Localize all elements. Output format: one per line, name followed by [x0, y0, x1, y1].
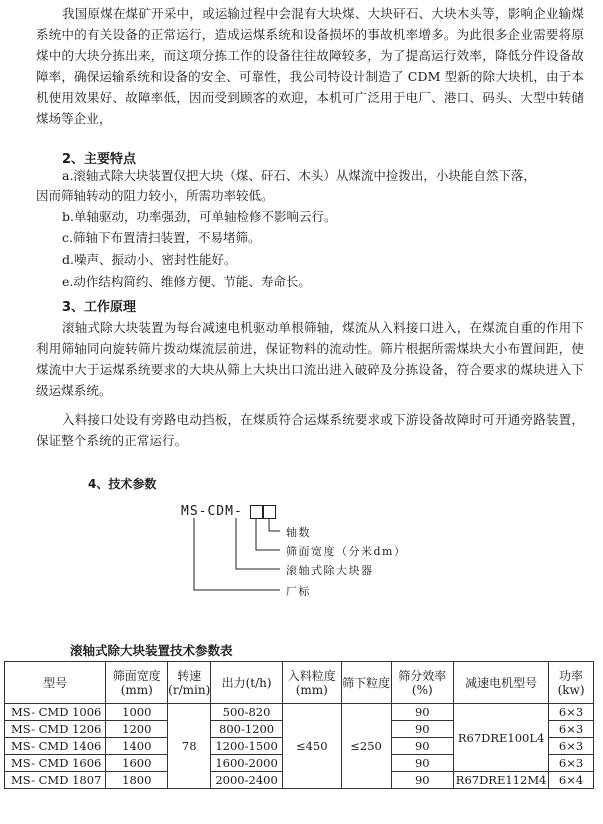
cell-model: MS- CMD 1206: [5, 721, 106, 738]
principle-paragraph-2: 入料接口处设有旁路电动挡板，在煤质符合运煤系统要求或下游设备故障时可开通旁路装置，保证整个系统的正常运行。: [36, 412, 584, 448]
cell-power: 6×3: [549, 704, 594, 721]
legend-axis-count: 轴数: [286, 526, 311, 539]
cell-motor: R67DRE100L4: [454, 704, 549, 772]
col-header-under-size: 筛下粒度: [341, 662, 391, 704]
legend-screen-width: 筛面宽度（分米dm）: [286, 545, 407, 558]
principle-paragraph-1: 滚轴式除大块装置为每台减速电机驱动单根筛轴，煤流从入料接口进入，在煤流自重的作用下利用筛轴同向旋转筛片拨动煤流层前进，保证物料的流动性。筛片根据所需煤块大小布置间距，使煤流中大于运煤系统要求的大块从筛上大块出口流出进入破碎及分拣设备，符合要求的煤块进入下级运煤系统。: [36, 320, 584, 398]
model-code: MS-CDM-: [181, 504, 243, 519]
cell-output: 500-820: [211, 704, 283, 721]
col-header-speed: 转速(r/min): [168, 662, 211, 704]
table-row: [5, 704, 594, 721]
cell-efficiency: 90: [391, 772, 454, 789]
heading-features: 2、主要特点: [62, 152, 137, 167]
feature-b: b.单轴驱动，功率强劲，可单轴检修不影响云行。: [62, 209, 337, 224]
heading-tech-params: 4、技术参数: [88, 477, 157, 491]
feature-a-cont: 因而筛轴转动的阻力较小，所需功率较低。: [36, 188, 274, 203]
cell-output: 2000-2400: [211, 772, 283, 789]
intro-paragraph: 我国原煤在煤矿开采中，或运输过程中会混有大块煤、大块矸石、大块木头等，影响企业输煤系统中的有关设备的正常运行，造成运煤系统和设备损坏的事故机率增多。为此很多企业需要将原煤中的大块分拣出来，而这项分拣工作的设备往往故障较多，为了提高运行效率，降低分件设备故障率，确保运输系统和设备的安全、可靠性，我公司特设计制造了 CDM 型新的除大块机，由于本机使用效果好、故障率低，因而受到顾客的欢迎，本机可广泛用于电厂、港口、码头、大型中转储煤场等企业，: [36, 6, 584, 126]
cell-power: 6×3: [549, 755, 594, 772]
cell-model: MS- CMD 1006: [5, 704, 106, 721]
col-header-model: 型号: [5, 662, 106, 704]
cell-width: 1000: [106, 704, 168, 721]
col-header-motor: 减速电机型号: [454, 662, 549, 704]
cell-width: 1200: [106, 721, 168, 738]
cell-model: MS- CMD 1406: [5, 738, 106, 755]
col-header-output: 出力(t/h): [211, 662, 283, 704]
cell-efficiency: 90: [391, 738, 454, 755]
tech-params-table: [4, 661, 594, 789]
cell-efficiency: 90: [391, 721, 454, 738]
cell-motor: R67DRE112M4: [454, 772, 549, 789]
heading-principle: 3、工作原理: [62, 300, 137, 315]
cell-width: 1600: [106, 755, 168, 772]
cell-output: 1200-1500: [211, 738, 283, 755]
cell-output: 1600-2000: [211, 755, 283, 772]
col-header-width: 筛面宽度(mm): [106, 662, 168, 704]
col-header-power: 功率(kw): [549, 662, 594, 704]
cell-power: 6×3: [549, 721, 594, 738]
legend-device-type: 滚轴式除大块器: [286, 564, 374, 577]
feature-d: d.噪声、振动小、密封性能好。: [62, 252, 237, 267]
table-title: 滚轴式除大块装置技术参数表: [70, 643, 233, 658]
cell-efficiency: 90: [391, 704, 454, 721]
cell-model: MS- CMD 1606: [5, 755, 106, 772]
cell-speed: 78: [168, 704, 211, 789]
cell-model: MS- CMD 1807: [5, 772, 106, 789]
cell-feed-size: ≤450: [282, 704, 341, 789]
feature-a: a.滚轴式除大块装置仅把大块（煤、矸石、木头）从煤流中捡拨出，小块能自然下落，: [62, 168, 536, 183]
col-header-feed-size: 入料粒度(mm): [282, 662, 341, 704]
legend-manufacturer: 厂标: [286, 585, 311, 598]
cell-power: 6×4: [549, 772, 594, 789]
feature-c: c.筛轴下布置清扫装置，不易堵筛。: [62, 230, 261, 245]
cell-power: 6×3: [549, 738, 594, 755]
table-header-row: [5, 662, 594, 704]
cell-efficiency: 90: [391, 755, 454, 772]
cell-under-size: ≤250: [341, 704, 391, 789]
col-header-efficiency: 筛分效率(%): [391, 662, 454, 704]
cell-width: 1800: [106, 772, 168, 789]
cell-output: 800-1200: [211, 721, 283, 738]
cell-width: 1400: [106, 738, 168, 755]
feature-e: e.动作结构简约、维修方便、节能、寿命长。: [62, 274, 311, 289]
